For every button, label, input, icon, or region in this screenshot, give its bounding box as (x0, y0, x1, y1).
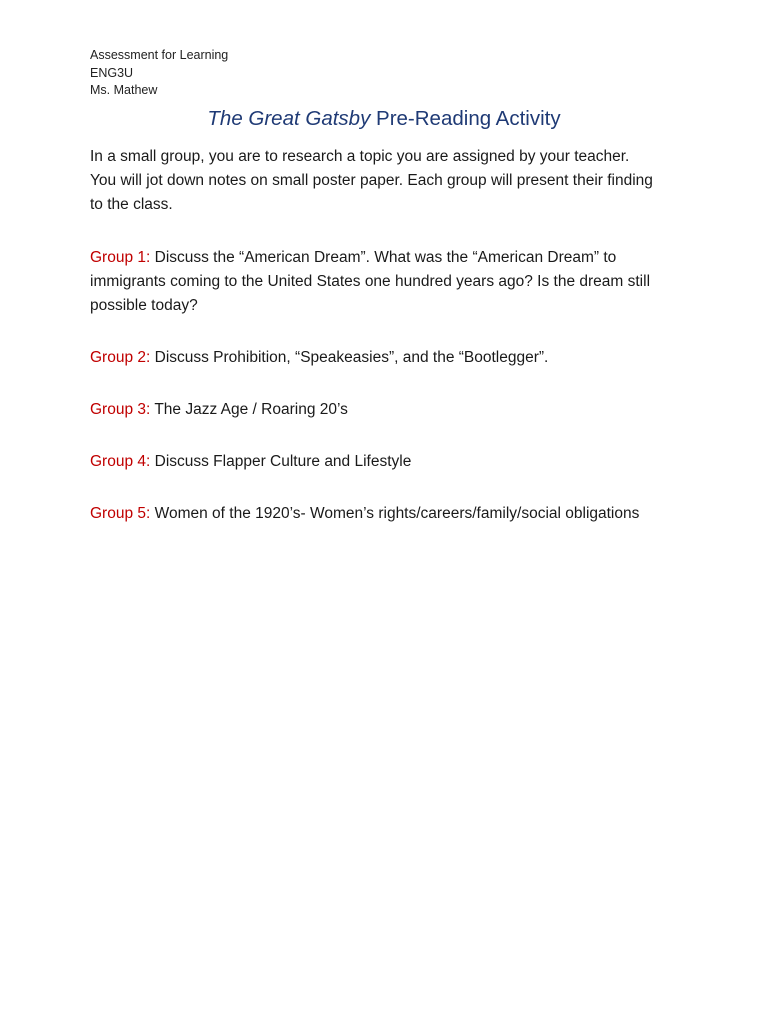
group-4-item (90, 450, 678, 474)
book-title: The Great Gatsby (207, 106, 371, 130)
group-2-label: Group 2: (90, 348, 151, 366)
teacher-name: Ms. Mathew (90, 83, 158, 97)
group-3-label: Group 3: (90, 400, 151, 418)
group-4-text: Discuss Flapper Culture and Lifestyle (150, 452, 412, 470)
activity-title: Pre-Reading Activity (370, 106, 561, 130)
intro-paragraph: In a small group, you are to research a topic you are assigned by your teacher. You will jot down notes on small poster paper. Each group will present their finding to the class. (90, 147, 653, 213)
group-3-item (90, 398, 678, 422)
group-3-text: The Jazz Age / Roaring 20’s (150, 400, 348, 418)
document-header (90, 47, 678, 100)
group-1-label: Group 1: (90, 248, 151, 266)
group-5-label: Group 5: (90, 504, 151, 522)
group-1-item (90, 246, 680, 318)
group-4-label: Group 4: (90, 452, 151, 470)
course-code: ENG3U (90, 65, 134, 80)
group-5-item (90, 502, 678, 526)
group-5-text: Women of the 1920’s- Women’s rights/careers/family/social obligations (150, 504, 640, 522)
group-2-item (90, 346, 678, 370)
group-2-text: Discuss Prohibition, “Speakeasies”, and the “Bootlegger”. (150, 348, 549, 366)
group-1-text: Discuss the “American Dream”. What was the “American Dream” to immigrants coming to the United States one hundred years ago? Is the dream still possible today? (90, 248, 651, 314)
assessment-label: Assessment for Learning (90, 48, 229, 62)
page-title (90, 106, 678, 132)
